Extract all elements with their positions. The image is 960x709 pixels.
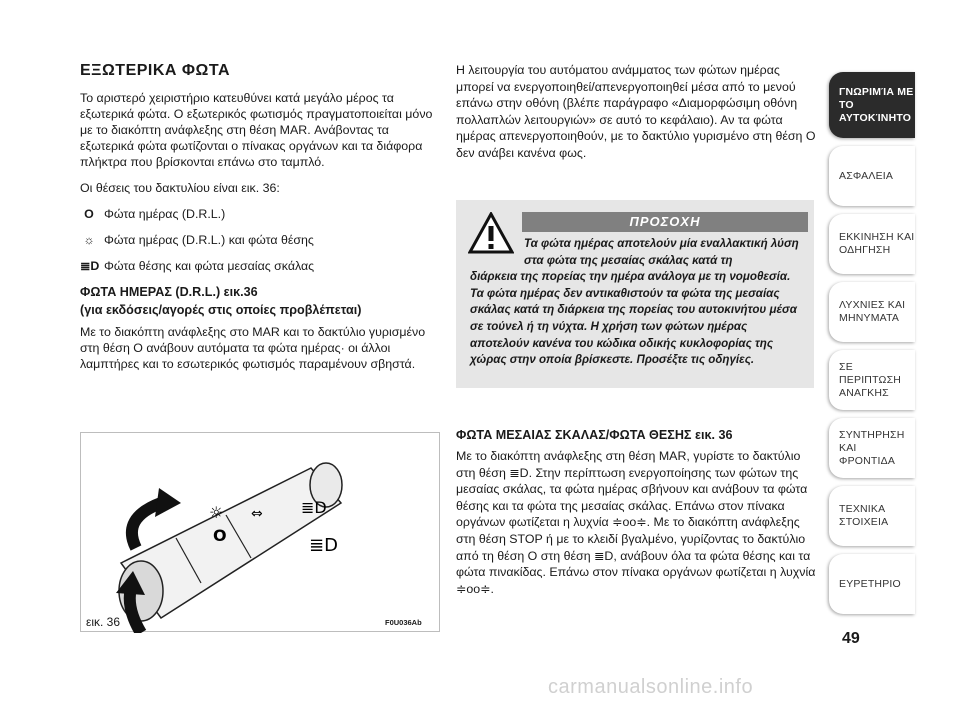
svg-text:O: O <box>213 526 227 545</box>
tab-emergency[interactable]: ΣΕ ΠΕΡΙΠΤΩΣΗ ΑΝΑΓΚΗΣ <box>829 350 915 410</box>
tab-safety[interactable]: ΑΣΦΑΛΕΙΑ <box>829 146 915 206</box>
drl-title-2: (για εκδόσεις/αγορές στις οποίες προβλέπεται) <box>80 303 362 317</box>
tab-maintenance[interactable]: ΣΥΝΤΗΡΗΣΗ ΚΑΙ ΦΡΟΝΤΙΔΑ <box>829 418 915 478</box>
dipped-beam-paragraph: Με το διακόπτη ανάφλεξης στη θέση MAR, γυρίστε το δακτύλιο στη θέση ≣D. Στην περίπτωση ενεργοποίησης των φώτων της μεσαίας σκάλας, τα φώτα ημέρας σβήνουν και ανάβουν τα φώτα θέσης και τα φώτα της μεσαίας σκάλας. Επάνω στον πίνακα οργάνων φωτίζεται η λυχνία ≑oo≑. Με το διακόπτη ανάφλεξης στη θέση STOP ή με το κλειδί βγαλμένο, γυρίζοντας το δακτύλιο από τη θέση O στη θέση ≣D, ανάβουν όλα τα φώτα θέσης και τα φώτα πινακίδας. Επάνω στον πίνακα οργάνων φωτίζεται η λυχνία ≑oo≑. <box>456 449 816 596</box>
position-item-drl <box>80 206 440 222</box>
tab-technical-data[interactable]: ΤΕΧΝΙΚΑ ΣΤΟΙΧΕΙΑ <box>829 486 915 546</box>
tab-getting-to-know[interactable]: ΓΝΩΡΙΜΊΑ ΜΕ ΤΟ ΑΥΤΟΚΊΝΗΤΟ <box>829 72 915 138</box>
middle-column <box>456 62 816 172</box>
tab-index[interactable]: ΕΥΡΕΤΗΡΙΟ <box>829 554 915 614</box>
light-stalk-illustration <box>81 433 441 633</box>
figure-code: F0U036Ab <box>385 618 422 627</box>
position-item-dipped <box>80 258 440 274</box>
drl-icon: O <box>84 207 94 221</box>
dipped-beam-icon: ≣D <box>80 259 100 273</box>
positions-intro: Οι θέσεις του δακτυλίου είναι εικ. 36: <box>80 181 280 195</box>
intro-paragraph: Το αριστερό χειριστήριο κατευθύνει κατά μεγάλο μέρος τα εξωτερικά φώτα. Ο εξωτερικός φωτισμός πραγματοποιείται μόνο με το διακόπτη ανάφλεξης στη θέση MAR. Ανάβοντας τα εξωτερικά φώτα φωτίζονται ο πίνακας οργάνων και τα διάφορα πλήκτρα που βρίσκονται επάνω στο ταμπλό. <box>80 91 433 169</box>
warning-text-first: Τα φώτα ημέρας αποτελούν μία εναλλακτική λύση στα φώτα της μεσαίας σκάλας κατά τη <box>524 237 799 267</box>
figure-caption: εικ. 36 <box>86 615 121 629</box>
chapter-tabs <box>829 72 915 622</box>
position-label: Φώτα ημέρας (D.R.L.) <box>104 207 226 221</box>
drl-title-1: ΦΩΤΑ ΗΜΕΡΑΣ (D.R.L.) εικ.36 <box>80 285 258 299</box>
section-title: ΕΞΩΤΕΡΙΚΑ ΦΩΤΑ <box>80 62 231 79</box>
figure-36 <box>80 432 440 632</box>
auto-drl-paragraph: Η λειτουργία του αυτόματου ανάμματος των φώτων ημέρας μπορεί να ενεργοποιηθεί/απενεργοποιηθεί μέσα από το μενού επάνω στην οθόνη (βλέπε παράγραφο «Διαμορφώσιμη οθόνη πολλαπλών λειτουργιών» σε αυτό το κεφάλαιο). Αν τα φώτα ημέρας απενεργοποιηθούν, με το δακτύλιο γυρισμένο στη θέση O δεν ανάβει κανένα φως. <box>456 63 816 160</box>
position-label: Φώτα θέσης και φώτα μεσαίας σκάλας <box>104 259 315 273</box>
svg-text:⇔: ⇔ <box>251 506 263 522</box>
drl-paragraph: Με το διακόπτη ανάφλεξης στο MAR και το δακτύλιο γυρισμένο στη θέση O ανάβουν αυτόματα τα φώτα ημέρας· οι άλλοι λαμπτήρες και το εσωτερικός φωτισμός παραμένουν σβηστά. <box>80 325 426 371</box>
dipped-beam-title: ΦΩΤΑ ΜΕΣΑΙΑΣ ΣΚΑΛΑΣ/ΦΩΤΑ ΘΕΣΗΣ εικ. 36 <box>456 428 733 442</box>
tab-starting-driving[interactable]: ΕΚΚΙΝΗΣΗ ΚΑΙ ΟΔΗΓΗΣΗ <box>829 214 915 274</box>
side-light-icon: ☼ <box>83 233 95 247</box>
page-number: 49 <box>842 630 860 647</box>
left-column <box>80 62 440 382</box>
position-item-side <box>80 232 440 248</box>
position-label: Φώτα ημέρας (D.R.L.) και φώτα θέσης <box>104 233 314 247</box>
watermark: carmanualsonline.info <box>548 676 754 698</box>
tab-warning-lights[interactable]: ΛΥΧΝΙΕΣ ΚΑΙ ΜΗΝΥΜΑΤΑ <box>829 282 915 342</box>
svg-text:≣D: ≣D <box>301 498 327 517</box>
warning-text <box>470 236 806 369</box>
warning-text-rest: διάρκεια της πορείας την ημέρα ανάλογα με τη νομοθεσία. Τα φώτα ημέρας δεν αντικαθιστούν τα φώτα της μεσαίας σκάλας κατά τη διάρκεια της πορείας του αυτοκινήτου μέσα σε τούνελ ή τη νύχτα. Η χρήση των φώτων ημέρας αποτελούν κανένα του κώδικα οδικής κυκλοφορίας της χώρας στην οποία βρίσκεστε. Προσέξτε τις οδηγίες. <box>470 270 797 367</box>
warning-box <box>456 200 814 388</box>
svg-text:≣D: ≣D <box>309 535 338 556</box>
warning-heading: ΠΡΟΣΟΧΗ <box>522 212 808 232</box>
svg-text:☼: ☼ <box>209 503 224 522</box>
